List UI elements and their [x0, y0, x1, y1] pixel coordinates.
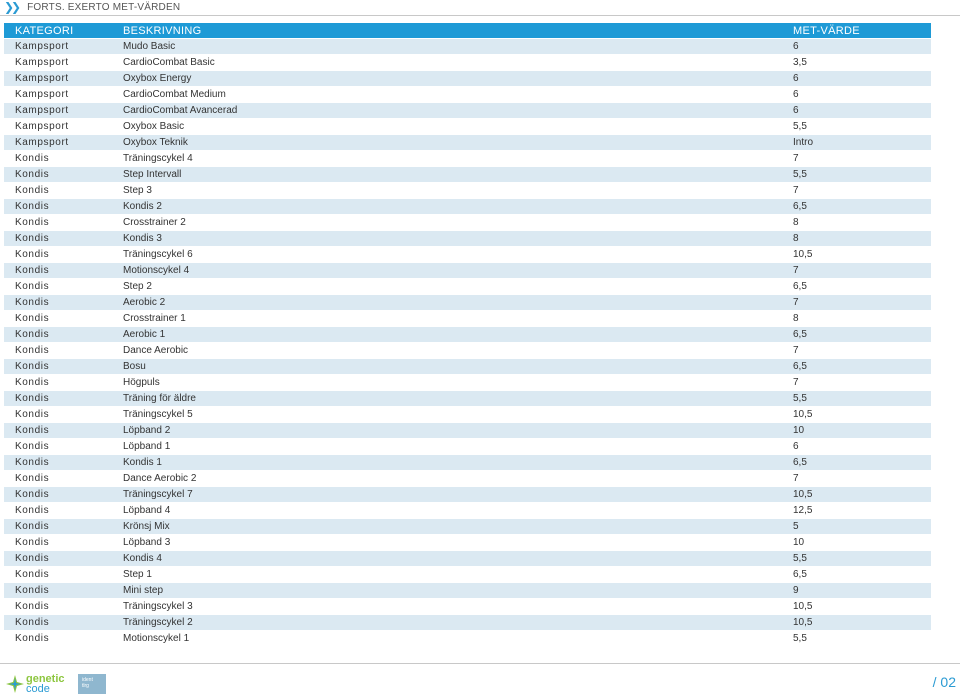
cell-kategori: Kondis — [4, 615, 112, 630]
cell-kategori: Kampsport — [4, 87, 112, 102]
cell-kategori: Kondis — [4, 215, 112, 230]
logo-star-icon — [6, 675, 24, 693]
cell-beskrivning: Kondis 2 — [112, 199, 780, 214]
table-row — [4, 263, 931, 278]
cell-beskrivning: Dance Aerobic 2 — [112, 471, 780, 486]
table-row — [4, 39, 931, 54]
partner-badge — [78, 674, 106, 694]
table-row — [4, 359, 931, 374]
cell-met-varde: 6,5 — [780, 279, 931, 294]
table-row — [4, 199, 931, 214]
cell-kategori: Kondis — [4, 263, 112, 278]
cell-met-varde: 10,5 — [780, 407, 931, 422]
table-row — [4, 295, 931, 310]
cell-kategori: Kondis — [4, 567, 112, 582]
cell-beskrivning: Krönsj Mix — [112, 519, 780, 534]
table-row — [4, 327, 931, 342]
cell-met-varde: 5,5 — [780, 631, 931, 646]
table-row — [4, 247, 931, 262]
cell-beskrivning: Oxybox Basic — [112, 119, 780, 134]
cell-met-varde: 10 — [780, 423, 931, 438]
table-row — [4, 87, 931, 102]
cell-met-varde: 6 — [780, 39, 931, 54]
table-row — [4, 167, 931, 182]
cell-beskrivning: Träningscykel 6 — [112, 247, 780, 262]
cell-beskrivning: Step 2 — [112, 279, 780, 294]
cell-kategori: Kondis — [4, 487, 112, 502]
cell-beskrivning: Kondis 1 — [112, 455, 780, 470]
cell-kategori: Kondis — [4, 631, 112, 646]
cell-kategori: Kondis — [4, 407, 112, 422]
cell-beskrivning: Högpuls — [112, 375, 780, 390]
table-row — [4, 599, 931, 614]
cell-kategori: Kondis — [4, 343, 112, 358]
table-row — [4, 55, 931, 70]
table-row — [4, 567, 931, 582]
cell-kategori: Kondis — [4, 455, 112, 470]
column-header-beskrivning: BESKRIVNING — [112, 23, 780, 38]
cell-met-varde: 9 — [780, 583, 931, 598]
cell-met-varde: 10,5 — [780, 487, 931, 502]
cell-kategori: Kampsport — [4, 119, 112, 134]
cell-met-varde: 7 — [780, 151, 931, 166]
cell-beskrivning: Crosstrainer 1 — [112, 311, 780, 326]
logo-text-code: code — [26, 683, 50, 695]
cell-beskrivning: Motionscykel 1 — [112, 631, 780, 646]
cell-beskrivning: Aerobic 1 — [112, 327, 780, 342]
cell-beskrivning: Löpband 2 — [112, 423, 780, 438]
cell-kategori: Kondis — [4, 311, 112, 326]
footer-divider — [0, 663, 960, 664]
cell-kategori: Kondis — [4, 279, 112, 294]
cell-met-varde: 7 — [780, 375, 931, 390]
double-chevron-right-icon: ❯❯ — [4, 0, 19, 14]
table-row — [4, 135, 931, 150]
table-row — [4, 183, 931, 198]
table-row — [4, 71, 931, 86]
cell-beskrivning: Aerobic 2 — [112, 295, 780, 310]
table-row — [4, 583, 931, 598]
cell-kategori: Kondis — [4, 151, 112, 166]
table-row — [4, 551, 931, 566]
cell-beskrivning: Löpband 1 — [112, 439, 780, 454]
cell-beskrivning: Motionscykel 4 — [112, 263, 780, 278]
cell-beskrivning: Träning för äldre — [112, 391, 780, 406]
cell-met-varde: 6,5 — [780, 327, 931, 342]
cell-beskrivning: Träningscykel 4 — [112, 151, 780, 166]
cell-kategori: Kondis — [4, 167, 112, 182]
cell-met-varde: 6,5 — [780, 359, 931, 374]
cell-met-varde: 8 — [780, 231, 931, 246]
cell-beskrivning: Step 3 — [112, 183, 780, 198]
cell-met-varde: 10 — [780, 535, 931, 550]
cell-beskrivning: Step 1 — [112, 567, 780, 582]
cell-beskrivning: CardioCombat Medium — [112, 87, 780, 102]
table-row — [4, 343, 931, 358]
cell-beskrivning: Träningscykel 3 — [112, 599, 780, 614]
cell-met-varde: 8 — [780, 215, 931, 230]
cell-met-varde: 6,5 — [780, 455, 931, 470]
cell-beskrivning: Oxybox Energy — [112, 71, 780, 86]
column-header-kategori: KATEGORI — [4, 23, 112, 38]
table-row — [4, 471, 931, 486]
cell-kategori: Kondis — [4, 375, 112, 390]
table-header-row — [4, 23, 931, 38]
cell-kategori: Kampsport — [4, 135, 112, 150]
cell-met-varde: 12,5 — [780, 503, 931, 518]
table-row — [4, 631, 931, 646]
cell-kategori: Kondis — [4, 551, 112, 566]
cell-met-varde: 7 — [780, 471, 931, 486]
cell-met-varde: 6 — [780, 87, 931, 102]
cell-kategori: Kondis — [4, 295, 112, 310]
table-row — [4, 439, 931, 454]
table-row — [4, 231, 931, 246]
cell-beskrivning: Mudo Basic — [112, 39, 780, 54]
cell-met-varde: Intro — [780, 135, 931, 150]
cell-beskrivning: Träningscykel 5 — [112, 407, 780, 422]
cell-kategori: Kondis — [4, 503, 112, 518]
cell-beskrivning: Crosstrainer 2 — [112, 215, 780, 230]
cell-met-varde: 10,5 — [780, 599, 931, 614]
cell-kategori: Kondis — [4, 519, 112, 534]
genetic-code-logo — [6, 674, 65, 694]
cell-met-varde: 8 — [780, 311, 931, 326]
table-row — [4, 215, 931, 230]
cell-beskrivning: Löpband 4 — [112, 503, 780, 518]
cell-kategori: Kampsport — [4, 103, 112, 118]
cell-met-varde: 7 — [780, 295, 931, 310]
cell-met-varde: 7 — [780, 263, 931, 278]
cell-beskrivning: Mini step — [112, 583, 780, 598]
table-row — [4, 535, 931, 550]
cell-beskrivning: Bosu — [112, 359, 780, 374]
cell-beskrivning: Kondis 3 — [112, 231, 780, 246]
cell-met-varde: 5,5 — [780, 119, 931, 134]
cell-met-varde: 5,5 — [780, 391, 931, 406]
cell-beskrivning: Dance Aerobic — [112, 343, 780, 358]
cell-met-varde: 6 — [780, 71, 931, 86]
table-row — [4, 391, 931, 406]
table-row — [4, 119, 931, 134]
cell-beskrivning: CardioCombat Avancerad — [112, 103, 780, 118]
cell-kategori: Kondis — [4, 327, 112, 342]
page-title: FORTS. EXERTO MET-VÄRDEN — [27, 1, 181, 13]
table-row — [4, 375, 931, 390]
cell-kategori: Kondis — [4, 231, 112, 246]
cell-kategori: Kondis — [4, 199, 112, 214]
table-row — [4, 311, 931, 326]
page-header — [0, 0, 960, 14]
met-values-table — [4, 22, 931, 647]
cell-kategori: Kondis — [4, 535, 112, 550]
cell-kategori: Kondis — [4, 359, 112, 374]
cell-beskrivning: Träningscykel 7 — [112, 487, 780, 502]
badge-line-2: tlrg — [82, 683, 89, 689]
cell-beskrivning: Träningscykel 2 — [112, 615, 780, 630]
cell-met-varde: 5,5 — [780, 551, 931, 566]
table-row — [4, 487, 931, 502]
cell-kategori: Kondis — [4, 583, 112, 598]
cell-kategori: Kondis — [4, 391, 112, 406]
table-row — [4, 455, 931, 470]
cell-kategori: Kondis — [4, 471, 112, 486]
cell-beskrivning: Löpband 3 — [112, 535, 780, 550]
cell-met-varde: 10,5 — [780, 247, 931, 262]
table-row — [4, 519, 931, 534]
cell-kategori: Kampsport — [4, 39, 112, 54]
table-row — [4, 503, 931, 518]
cell-met-varde: 6,5 — [780, 567, 931, 582]
cell-beskrivning: Kondis 4 — [112, 551, 780, 566]
cell-met-varde: 10,5 — [780, 615, 931, 630]
cell-beskrivning: Oxybox Teknik — [112, 135, 780, 150]
cell-met-varde: 6,5 — [780, 199, 931, 214]
table-row — [4, 407, 931, 422]
badge-line-1: ident — [82, 677, 93, 683]
cell-met-varde: 6 — [780, 103, 931, 118]
header-divider — [0, 15, 960, 16]
cell-kategori: Kondis — [4, 439, 112, 454]
table-row — [4, 423, 931, 438]
cell-kategori: Kondis — [4, 247, 112, 262]
cell-kategori: Kampsport — [4, 71, 112, 86]
cell-kategori: Kondis — [4, 599, 112, 614]
cell-met-varde: 7 — [780, 343, 931, 358]
cell-beskrivning: Step Intervall — [112, 167, 780, 182]
table-row — [4, 103, 931, 118]
logo-text-genetic: genetic — [26, 673, 65, 685]
cell-met-varde: 5 — [780, 519, 931, 534]
table-row — [4, 151, 931, 166]
table-row — [4, 615, 931, 630]
cell-beskrivning: CardioCombat Basic — [112, 55, 780, 70]
cell-met-varde: 7 — [780, 183, 931, 198]
cell-met-varde: 5,5 — [780, 167, 931, 182]
table-row — [4, 279, 931, 294]
cell-kategori: Kondis — [4, 423, 112, 438]
column-header-met-varde: MET-VÄRDE — [780, 23, 931, 38]
page-number: / 02 — [932, 674, 956, 690]
cell-kategori: Kampsport — [4, 55, 112, 70]
cell-met-varde: 3,5 — [780, 55, 931, 70]
cell-met-varde: 6 — [780, 439, 931, 454]
cell-kategori: Kondis — [4, 183, 112, 198]
